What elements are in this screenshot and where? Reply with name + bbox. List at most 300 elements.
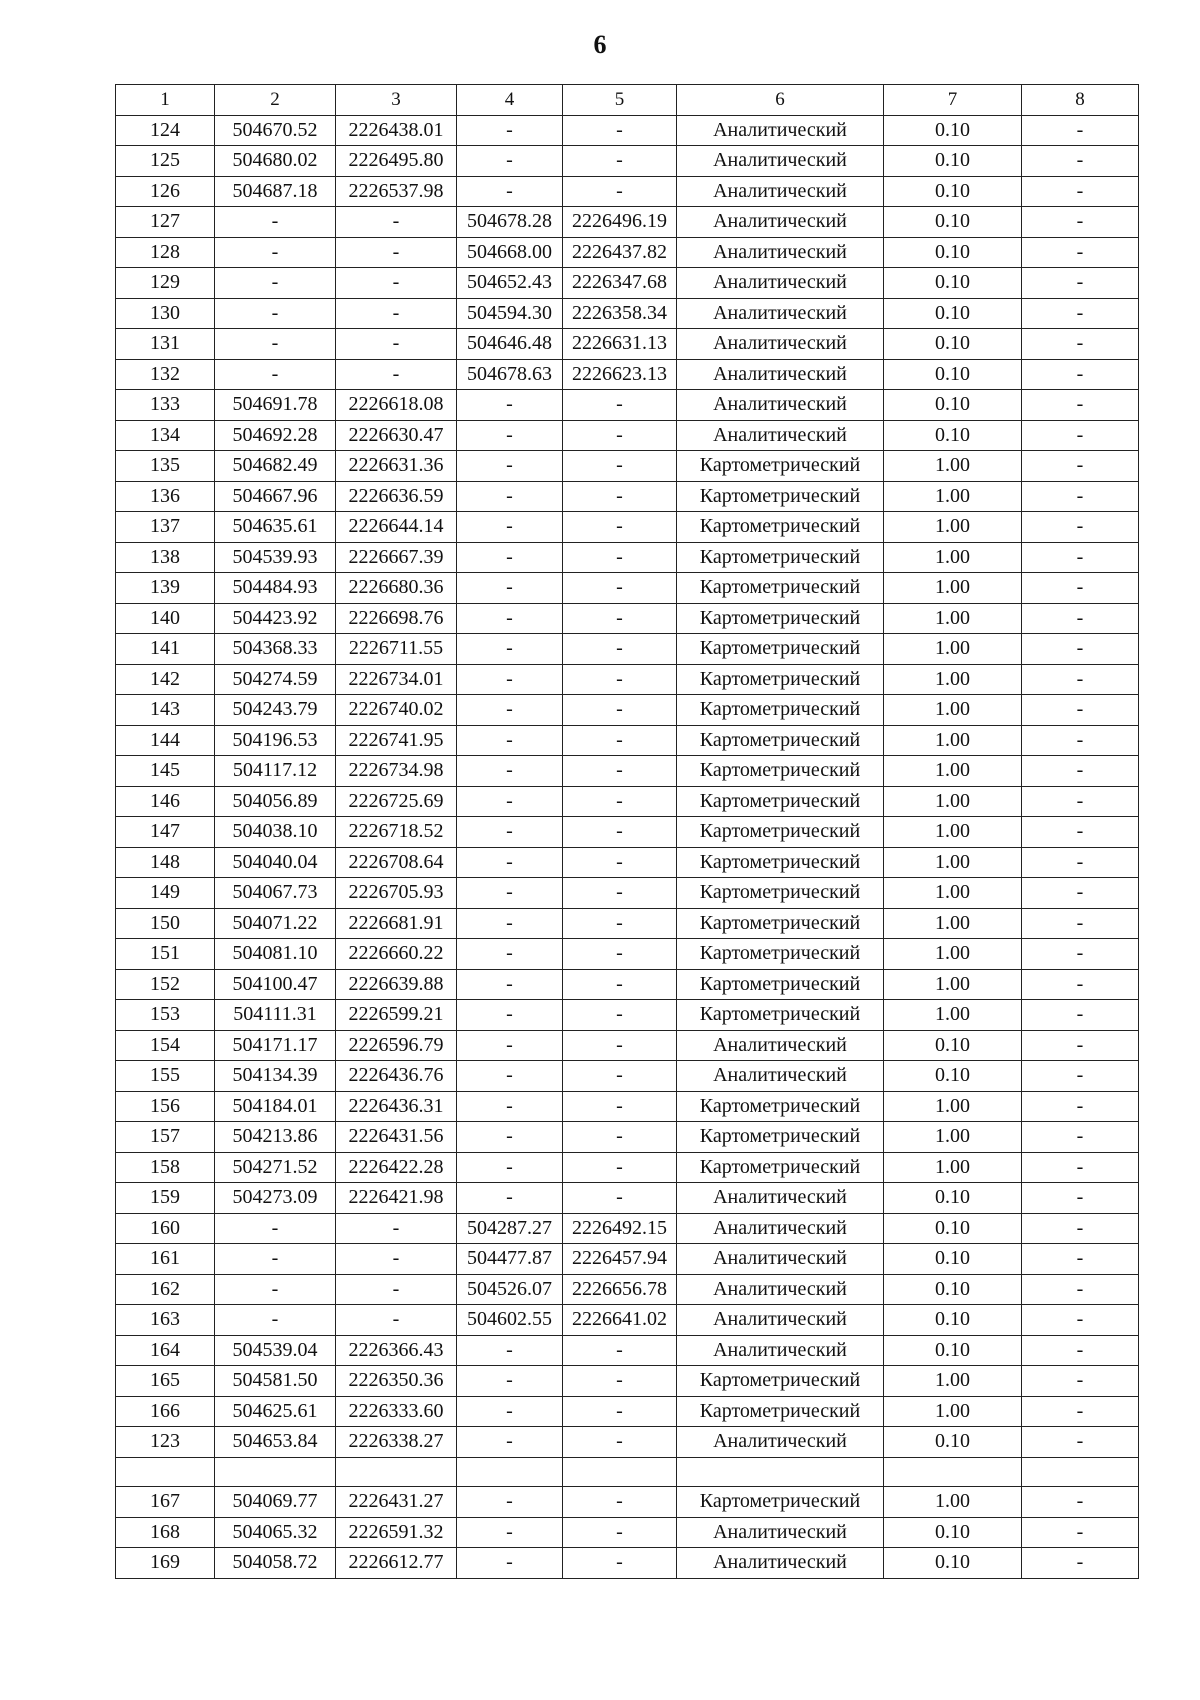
table-row: [116, 1213, 1139, 1244]
table-cell: 1.00: [884, 1091, 1022, 1122]
table-cell: 2226725.69: [336, 786, 457, 817]
table-row: [116, 969, 1139, 1000]
table-cell: 136: [116, 481, 215, 512]
table-cell: 1.00: [884, 786, 1022, 817]
table-cell: -: [563, 1396, 677, 1427]
table-cell: -: [563, 817, 677, 848]
table-cell: -: [1022, 1274, 1139, 1305]
table-cell: -: [1022, 817, 1139, 848]
table-row: [116, 1457, 1139, 1487]
table-cell: 2226630.47: [336, 420, 457, 451]
table-cell: [457, 1457, 563, 1487]
table-cell: Аналитический: [677, 176, 884, 207]
table-cell: -: [1022, 146, 1139, 177]
table-cell: -: [563, 1061, 677, 1092]
table-cell: Картометрический: [677, 939, 884, 970]
table-cell: 504484.93: [215, 573, 336, 604]
table-cell: -: [1022, 1061, 1139, 1092]
table-cell: 125: [116, 146, 215, 177]
table-cell: 133: [116, 390, 215, 421]
table-cell: 0.10: [884, 1244, 1022, 1275]
table-cell: -: [457, 1517, 563, 1548]
table-row: [116, 420, 1139, 451]
table-cell: 1.00: [884, 481, 1022, 512]
table-cell: Картометрический: [677, 908, 884, 939]
table-cell: [884, 1457, 1022, 1487]
table-cell: -: [563, 634, 677, 665]
table-cell: 504670.52: [215, 115, 336, 146]
table-cell: 1.00: [884, 817, 1022, 848]
column-header: 1: [116, 85, 215, 116]
table-row: [116, 725, 1139, 756]
table-cell: 1.00: [884, 542, 1022, 573]
table-cell: -: [1022, 451, 1139, 482]
table-cell: 504678.63: [457, 359, 563, 390]
table-cell: -: [1022, 176, 1139, 207]
table-cell: 1.00: [884, 725, 1022, 756]
column-header: 5: [563, 85, 677, 116]
table-cell: -: [457, 664, 563, 695]
table-row: [116, 390, 1139, 421]
table-row: [116, 634, 1139, 665]
table-cell: -: [336, 1274, 457, 1305]
table-cell: 2226436.31: [336, 1091, 457, 1122]
table-cell: 0.10: [884, 1335, 1022, 1366]
table-cell: 166: [116, 1396, 215, 1427]
table-cell: 0.10: [884, 1548, 1022, 1579]
table-cell: 2226496.19: [563, 207, 677, 238]
table-cell: -: [457, 481, 563, 512]
table-row: [116, 1366, 1139, 1397]
table-row: [116, 512, 1139, 543]
table-cell: 153: [116, 1000, 215, 1031]
table-cell: 138: [116, 542, 215, 573]
table-cell: -: [563, 1091, 677, 1122]
table-cell: -: [457, 451, 563, 482]
table-cell: 2226437.82: [563, 237, 677, 268]
table-cell: 165: [116, 1366, 215, 1397]
table-cell: Аналитический: [677, 1061, 884, 1092]
table-cell: 504117.12: [215, 756, 336, 787]
table-cell: -: [457, 1030, 563, 1061]
table-cell: 2226338.27: [336, 1427, 457, 1458]
table-cell: 126: [116, 176, 215, 207]
table-cell: -: [336, 207, 457, 238]
table-cell: -: [457, 1122, 563, 1153]
table-row: [116, 207, 1139, 238]
table-cell: 504243.79: [215, 695, 336, 726]
table-cell: -: [336, 298, 457, 329]
table-cell: 2226358.34: [563, 298, 677, 329]
table-cell: 2226718.52: [336, 817, 457, 848]
table-cell: -: [1022, 1152, 1139, 1183]
table-cell: -: [1022, 1366, 1139, 1397]
table-cell: 504056.89: [215, 786, 336, 817]
table-cell: 2226431.27: [336, 1487, 457, 1518]
table-cell: -: [1022, 939, 1139, 970]
table-cell: 504646.48: [457, 329, 563, 360]
table-cell: 504539.04: [215, 1335, 336, 1366]
table-cell: -: [1022, 1213, 1139, 1244]
table-row: [116, 817, 1139, 848]
table-cell: -: [1022, 664, 1139, 695]
table-cell: 504271.52: [215, 1152, 336, 1183]
table-cell: 2226436.76: [336, 1061, 457, 1092]
table-cell: [563, 1457, 677, 1487]
table-cell: -: [1022, 908, 1139, 939]
table-cell: -: [563, 481, 677, 512]
table-cell: -: [457, 176, 563, 207]
table-cell: 1.00: [884, 1122, 1022, 1153]
table-cell: Аналитический: [677, 1213, 884, 1244]
table-cell: Картометрический: [677, 847, 884, 878]
table-cell: 2226711.55: [336, 634, 457, 665]
table-cell: 0.10: [884, 420, 1022, 451]
table-cell: 504682.49: [215, 451, 336, 482]
table-row: [116, 1000, 1139, 1031]
table-cell: -: [336, 1213, 457, 1244]
table-cell: -: [457, 1335, 563, 1366]
table-cell: -: [1022, 298, 1139, 329]
table-cell: -: [457, 1396, 563, 1427]
table-cell: 0.10: [884, 1030, 1022, 1061]
table-cell: 142: [116, 664, 215, 695]
table-cell: -: [457, 847, 563, 878]
table-cell: 2226681.91: [336, 908, 457, 939]
table-cell: Аналитический: [677, 420, 884, 451]
table-cell: 124: [116, 115, 215, 146]
table-cell: Картометрический: [677, 1091, 884, 1122]
table-cell: -: [457, 756, 563, 787]
table-row: [116, 756, 1139, 787]
table-cell: 2226741.95: [336, 725, 457, 756]
table-cell: 155: [116, 1061, 215, 1092]
table-cell: 1.00: [884, 908, 1022, 939]
table-cell: 2226631.13: [563, 329, 677, 360]
table-cell: -: [215, 1244, 336, 1275]
table-cell: -: [1022, 115, 1139, 146]
table-cell: 2226333.60: [336, 1396, 457, 1427]
table-cell: -: [1022, 390, 1139, 421]
table-cell: Картометрический: [677, 878, 884, 909]
table-cell: 0.10: [884, 1061, 1022, 1092]
table-cell: -: [563, 939, 677, 970]
table-cell: 127: [116, 207, 215, 238]
table-cell: -: [563, 115, 677, 146]
column-header: 8: [1022, 85, 1139, 116]
table-cell: [116, 1457, 215, 1487]
page-number: 6: [593, 30, 607, 59]
table-cell: 2226347.68: [563, 268, 677, 299]
table-cell: 0.10: [884, 1213, 1022, 1244]
table-cell: 2226740.02: [336, 695, 457, 726]
table-cell: -: [457, 1183, 563, 1214]
table-cell: Картометрический: [677, 725, 884, 756]
table-cell: -: [1022, 1122, 1139, 1153]
table-cell: Аналитический: [677, 1244, 884, 1275]
table-cell: 504594.30: [457, 298, 563, 329]
table-cell: 504581.50: [215, 1366, 336, 1397]
table-cell: 504692.28: [215, 420, 336, 451]
table-cell: -: [1022, 725, 1139, 756]
table-row: [116, 1030, 1139, 1061]
table-cell: -: [336, 1244, 457, 1275]
table-cell: 504069.77: [215, 1487, 336, 1518]
table-cell: -: [457, 786, 563, 817]
table-cell: -: [457, 573, 563, 604]
table-cell: 137: [116, 512, 215, 543]
table-cell: [1022, 1457, 1139, 1487]
table-cell: -: [563, 847, 677, 878]
column-header: 7: [884, 85, 1022, 116]
table-cell: -: [563, 573, 677, 604]
table-cell: Картометрический: [677, 634, 884, 665]
table-cell: 1.00: [884, 969, 1022, 1000]
table-cell: -: [457, 420, 563, 451]
table-cell: -: [215, 1213, 336, 1244]
table-cell: 1.00: [884, 1487, 1022, 1518]
table-cell: -: [563, 1427, 677, 1458]
table-cell: -: [457, 542, 563, 573]
table-cell: 2226705.93: [336, 878, 457, 909]
table-cell: -: [563, 1517, 677, 1548]
table-cell: 2226660.22: [336, 939, 457, 970]
table-cell: -: [1022, 786, 1139, 817]
table-cell: 1.00: [884, 878, 1022, 909]
table-cell: -: [1022, 573, 1139, 604]
table-cell: 134: [116, 420, 215, 451]
table-cell: -: [457, 603, 563, 634]
table-cell: 2226366.43: [336, 1335, 457, 1366]
table-cell: Картометрический: [677, 1000, 884, 1031]
table-cell: 0.10: [884, 115, 1022, 146]
table-cell: Аналитический: [677, 1274, 884, 1305]
table-cell: Аналитический: [677, 268, 884, 299]
table-cell: -: [336, 1305, 457, 1336]
table-cell: 504040.04: [215, 847, 336, 878]
table-cell: -: [457, 1152, 563, 1183]
table-cell: -: [1022, 1244, 1139, 1275]
table-cell: 504038.10: [215, 817, 336, 848]
table-cell: Аналитический: [677, 1305, 884, 1336]
table-cell: -: [457, 1091, 563, 1122]
table-cell: 0.10: [884, 329, 1022, 360]
table-cell: 2226431.56: [336, 1122, 457, 1153]
table-cell: Аналитический: [677, 1183, 884, 1214]
table-cell: 2226438.01: [336, 115, 457, 146]
table-cell: -: [457, 1061, 563, 1092]
table-cell: -: [215, 359, 336, 390]
table-cell: 0.10: [884, 298, 1022, 329]
table-cell: -: [563, 420, 677, 451]
table-cell: Картометрический: [677, 451, 884, 482]
table-cell: -: [215, 237, 336, 268]
column-header: 4: [457, 85, 563, 116]
table-cell: Аналитический: [677, 329, 884, 360]
table-cell: 1.00: [884, 664, 1022, 695]
table-cell: 163: [116, 1305, 215, 1336]
table-cell: -: [1022, 329, 1139, 360]
column-header: 3: [336, 85, 457, 116]
table-cell: 162: [116, 1274, 215, 1305]
table-cell: 1.00: [884, 1000, 1022, 1031]
table-cell: 504111.31: [215, 1000, 336, 1031]
table-cell: -: [457, 908, 563, 939]
table-cell: 145: [116, 756, 215, 787]
table-cell: -: [457, 725, 563, 756]
table-cell: 504678.28: [457, 207, 563, 238]
table-cell: 2226421.98: [336, 1183, 457, 1214]
table-cell: -: [457, 1427, 563, 1458]
table-cell: -: [563, 176, 677, 207]
table-cell: -: [563, 1122, 677, 1153]
table-cell: 1.00: [884, 1396, 1022, 1427]
table-cell: 2226631.36: [336, 451, 457, 482]
table-cell: 2226596.79: [336, 1030, 457, 1061]
table-cell: 160: [116, 1213, 215, 1244]
table-cell: 2226639.88: [336, 969, 457, 1000]
table-cell: 146: [116, 786, 215, 817]
table-cell: -: [563, 908, 677, 939]
table-cell: Аналитический: [677, 298, 884, 329]
table-cell: 1.00: [884, 1366, 1022, 1397]
table-cell: 164: [116, 1335, 215, 1366]
table-cell: -: [1022, 1548, 1139, 1579]
table-cell: [677, 1457, 884, 1487]
table-cell: 2226537.98: [336, 176, 457, 207]
table-cell: -: [563, 1366, 677, 1397]
table-cell: 151: [116, 939, 215, 970]
table-row: [116, 1122, 1139, 1153]
table-cell: -: [215, 207, 336, 238]
table-cell: 504602.55: [457, 1305, 563, 1336]
table-cell: 157: [116, 1122, 215, 1153]
table-cell: 2226422.28: [336, 1152, 457, 1183]
table-cell: 2226656.78: [563, 1274, 677, 1305]
table-cell: -: [563, 1487, 677, 1518]
table-row: [116, 1427, 1139, 1458]
table-cell: Аналитический: [677, 207, 884, 238]
table-cell: -: [1022, 1487, 1139, 1518]
table-cell: -: [457, 695, 563, 726]
table-body: [116, 115, 1139, 1578]
table-row: [116, 573, 1139, 604]
table-cell: 504067.73: [215, 878, 336, 909]
table-cell: -: [563, 695, 677, 726]
table-cell: 504065.32: [215, 1517, 336, 1548]
table-cell: -: [457, 1487, 563, 1518]
table-cell: -: [457, 939, 563, 970]
table-header-row: [116, 85, 1139, 116]
column-header: 2: [215, 85, 336, 116]
table-cell: -: [215, 268, 336, 299]
table-cell: -: [1022, 1335, 1139, 1366]
table-row: [116, 1517, 1139, 1548]
table-cell: -: [1022, 1305, 1139, 1336]
coordinates-table: [115, 84, 1139, 1579]
table-row: [116, 115, 1139, 146]
table-cell: -: [457, 1366, 563, 1397]
table-cell: 1.00: [884, 634, 1022, 665]
table-cell: 158: [116, 1152, 215, 1183]
table-row: [116, 939, 1139, 970]
table-cell: 2226734.98: [336, 756, 457, 787]
table-cell: 504171.17: [215, 1030, 336, 1061]
table-cell: 140: [116, 603, 215, 634]
table-cell: 504668.00: [457, 237, 563, 268]
table-cell: 159: [116, 1183, 215, 1214]
table-cell: Картометрический: [677, 1396, 884, 1427]
table-cell: Картометрический: [677, 573, 884, 604]
table-row: [116, 878, 1139, 909]
table-cell: 135: [116, 451, 215, 482]
table-cell: -: [563, 1000, 677, 1031]
table-cell: Картометрический: [677, 695, 884, 726]
table-cell: -: [563, 1548, 677, 1579]
table-cell: -: [457, 817, 563, 848]
table-cell: 504287.27: [457, 1213, 563, 1244]
table-cell: 504635.61: [215, 512, 336, 543]
column-header: 6: [677, 85, 884, 116]
table-cell: 504625.61: [215, 1396, 336, 1427]
table-row: [116, 1091, 1139, 1122]
table-row: [116, 695, 1139, 726]
table-row: [116, 847, 1139, 878]
table-cell: -: [563, 390, 677, 421]
table-cell: -: [457, 969, 563, 1000]
table-cell: 129: [116, 268, 215, 299]
table-row: [116, 664, 1139, 695]
table-cell: 2226734.01: [336, 664, 457, 695]
table-row: [116, 481, 1139, 512]
table-row: [116, 1305, 1139, 1336]
table-cell: -: [1022, 420, 1139, 451]
table-cell: -: [1022, 512, 1139, 543]
table-cell: -: [563, 969, 677, 1000]
table-cell: 2226667.39: [336, 542, 457, 573]
table-cell: 2226698.76: [336, 603, 457, 634]
table-cell: Картометрический: [677, 664, 884, 695]
table-row: [116, 298, 1139, 329]
table-cell: 2226623.13: [563, 359, 677, 390]
table-cell: 148: [116, 847, 215, 878]
table-cell: -: [563, 1030, 677, 1061]
table-row: [116, 1487, 1139, 1518]
table-cell: -: [563, 878, 677, 909]
table-cell: Аналитический: [677, 237, 884, 268]
table-cell: -: [1022, 695, 1139, 726]
table-cell: Картометрический: [677, 512, 884, 543]
table-cell: -: [457, 878, 563, 909]
table-cell: 1.00: [884, 939, 1022, 970]
table-cell: 0.10: [884, 237, 1022, 268]
table-cell: Аналитический: [677, 115, 884, 146]
table-cell: Аналитический: [677, 1427, 884, 1458]
table-cell: 504368.33: [215, 634, 336, 665]
table-cell: 504100.47: [215, 969, 336, 1000]
table-cell: 169: [116, 1548, 215, 1579]
table-cell: Картометрический: [677, 786, 884, 817]
table-cell: -: [563, 786, 677, 817]
table-cell: 2226708.64: [336, 847, 457, 878]
table-cell: 504526.07: [457, 1274, 563, 1305]
table-cell: Картометрический: [677, 603, 884, 634]
table-cell: 128: [116, 237, 215, 268]
table-cell: -: [1022, 969, 1139, 1000]
table-cell: 161: [116, 1244, 215, 1275]
table-cell: Аналитический: [677, 390, 884, 421]
table-row: [116, 451, 1139, 482]
